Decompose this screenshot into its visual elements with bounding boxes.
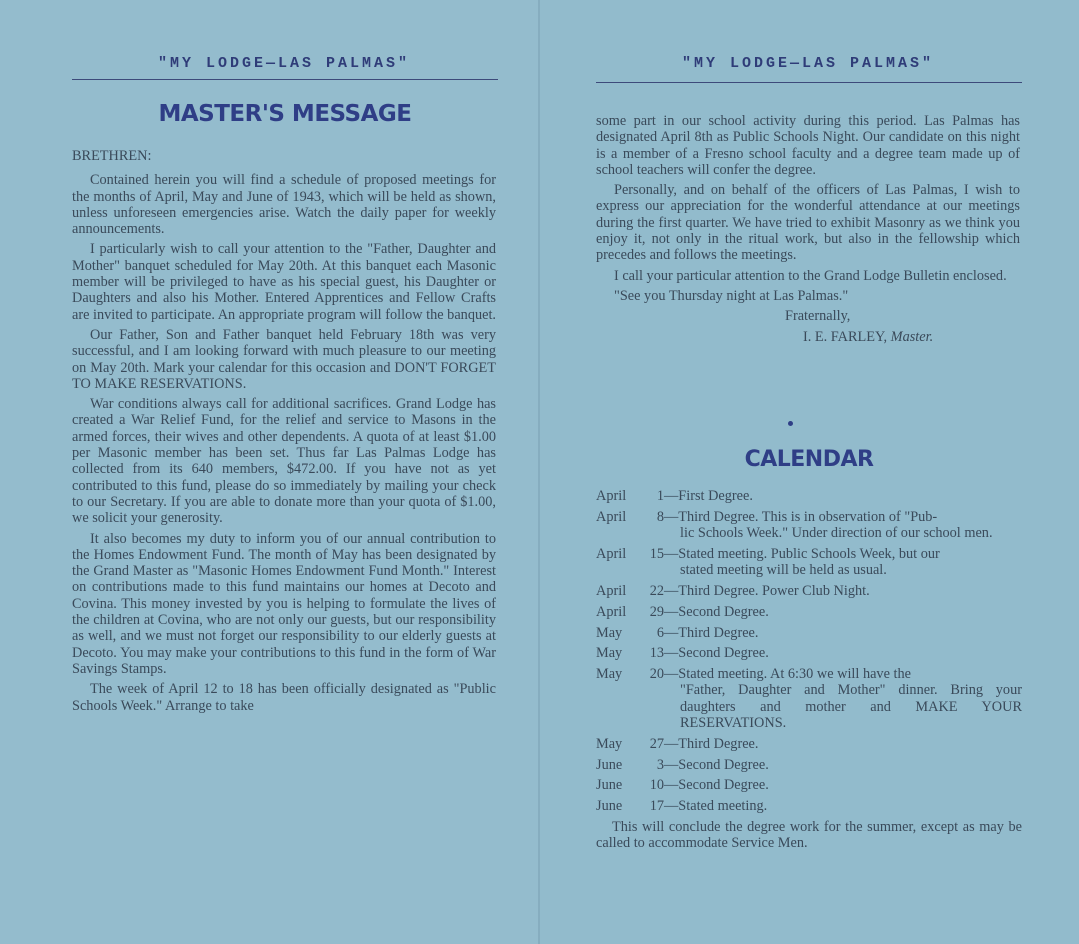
calendar-day: 13 bbox=[649, 645, 664, 662]
left-header-rule bbox=[72, 79, 498, 80]
calendar-month: April bbox=[596, 603, 627, 620]
calendar-description: —Stated meeting. bbox=[664, 798, 768, 815]
calendar-day: 27 bbox=[649, 735, 664, 752]
right-page bbox=[540, 0, 1079, 944]
calendar-description: —Stated meeting. At 6:30 we will have the "Father, Daughter and Mother" dinner. Bring your daughters and mother and MAKE YOUR RESERVATIONS. bbox=[664, 666, 1022, 732]
calendar-list bbox=[596, 488, 1022, 856]
message-paragraph: The week of April 12 to 18 has been officially designated as "Public Schools Week." Arrange to take bbox=[72, 681, 496, 714]
message-paragraph: Our Father, Son and Father banquet held February 18th was very successful, and I am looking forward with much pleasure to our meeting on May 20th. Mark your calendar for this occasion and DON'T FORGET TO MAKE RESERVATIONS. bbox=[72, 326, 496, 392]
message-paragraph: It also becomes my duty to inform you of our annual contribution to the Homes Endowment Fund. The month of May has been designated by the Grand Master as "Masonic Homes Endowment Fund Month." Interest on contributions made to this fund maintains our homes at Decoto and Covina. This money invested by you is helping to formulate the lives of the children at Covina, who are not only our guests, but our responsibility as well, and we must not forget our responsibility to our elderly guests at Decoto. You may make your contributions to this fund in the form of War Savings Stamps. bbox=[72, 530, 496, 677]
message-paragraph: War conditions always call for additional sacrifices. Grand Lodge has created a War Relief Fund, for the relief and service to Masons in the armed forces, their wives and other dependents. A quota of at least $1.00 per Masonic member has been set. Thus far Las Palmas Lodge has collected from its 640 members, $472.00. If you have not as yet contributed to this fund, please do so immediately by mailing your check to our Secretary. If you are able to donate more than your quota of $1.00, we solicit your generosity. bbox=[72, 396, 496, 527]
calendar-entry bbox=[596, 666, 1022, 731]
calendar-entry bbox=[596, 757, 1022, 773]
signature-name: I. E. FARLEY, bbox=[803, 328, 888, 345]
calendar-description: —Stated meeting. Public Schools Week, but our stated meeting will be held as usual. bbox=[664, 545, 940, 579]
calendar-day: 8 bbox=[656, 508, 664, 525]
calendar-entry bbox=[596, 509, 1022, 542]
continued-paragraph: some part in our school activity during this period. Las Palmas has designated April 8th as Public Schools Night. Our candidate on this night is a member of a Fresno school faculty and a degree team made up of school teachers will confer the degree. bbox=[596, 113, 1020, 178]
right-page-header: "MY LODGE—LAS PALMAS" bbox=[681, 55, 935, 72]
message-paragraph: Contained herein you will find a schedule of proposed meetings for the months of April, May and June of 1943, which will be held as shown, unless unforeseen emergencies arise. Watch the daily paper for weekly announcements. bbox=[72, 172, 496, 238]
calendar-footer: This will conclude the degree work for the summer, except as may be called to accommodate Service Men. bbox=[596, 819, 1022, 852]
calendar-description: —Third Degree. This is in observation of "Pub- lic Schools Week." Under direction of our school men. bbox=[664, 508, 993, 542]
signature bbox=[596, 329, 1020, 345]
calendar-description: —Third Degree. bbox=[664, 624, 759, 641]
calendar-month: May bbox=[596, 645, 623, 662]
calendar-day: 1 bbox=[656, 488, 664, 504]
masters-message-title: MASTER'S MESSAGE bbox=[158, 101, 412, 127]
right-header-rule bbox=[596, 82, 1022, 83]
calendar-entry bbox=[596, 625, 1022, 641]
message-paragraph: I call your particular attention to the Grand Lodge Bulletin enclosed. bbox=[614, 267, 1007, 284]
bullet-dot-ornament bbox=[788, 421, 793, 426]
calendar-month: May bbox=[596, 735, 623, 752]
calendar-month: June bbox=[596, 756, 623, 773]
calendar-entry bbox=[596, 583, 1022, 599]
calendar-month: April bbox=[596, 488, 627, 504]
calendar-day: 15 bbox=[649, 545, 664, 562]
calendar-description: —Third Degree. bbox=[664, 735, 759, 752]
calendar-month: May bbox=[596, 624, 623, 641]
calendar-month: June bbox=[596, 777, 623, 794]
calendar-description: —Second Degree. bbox=[664, 756, 769, 773]
signature-title: Master. bbox=[890, 328, 934, 345]
left-page-header: "MY LODGE—LAS PALMAS" bbox=[157, 55, 411, 72]
calendar-entry bbox=[596, 546, 1022, 579]
calendar-month: May bbox=[596, 666, 623, 683]
calendar-month: April bbox=[596, 545, 627, 562]
calendar-day: 22 bbox=[649, 582, 664, 599]
calendar-day: 6 bbox=[656, 624, 664, 641]
closing: Fraternally, bbox=[785, 308, 851, 325]
message-paragraph: I particularly wish to call your attention to the "Father, Daughter and Mother" banquet scheduled for May 20th. At this banquet each Masonic member will be privileged to have as his special guest, his Daughter or Daughters and also his Mother. Entered Apprentices and Fellow Crafts are invited to participate. An appropriate program will follow the banquet. bbox=[72, 241, 497, 323]
calendar-description: —Third Degree. Power Club Night. bbox=[664, 582, 870, 599]
calendar-month: April bbox=[596, 508, 627, 525]
calendar-description: —Second Degree. bbox=[664, 777, 769, 794]
calendar-description: —First Degree. bbox=[664, 488, 753, 504]
calendar-day: 29 bbox=[649, 603, 664, 620]
calendar-title: CALENDAR bbox=[744, 447, 874, 472]
calendar-day: 10 bbox=[649, 777, 664, 794]
calendar-entry bbox=[596, 777, 1022, 793]
salutation: BRETHREN: bbox=[72, 148, 152, 164]
message-paragraph: "See you Thursday night at Las Palmas." bbox=[614, 287, 849, 304]
left-page bbox=[0, 0, 539, 944]
calendar-entry bbox=[596, 798, 1022, 814]
calendar-day: 17 bbox=[649, 798, 664, 815]
message-continuation bbox=[596, 113, 1020, 345]
calendar-month: June bbox=[596, 798, 623, 815]
calendar-day: 20 bbox=[649, 666, 664, 683]
calendar-entry bbox=[596, 488, 1022, 504]
calendar-day: 3 bbox=[656, 756, 664, 773]
message-paragraph: Personally, and on behalf of the officers of Las Palmas, I wish to express our appreciation for the wonderful attendance at our meetings during the first quarter. We have tried to exhibit Masonry as we think you enjoy it, not only in the ritual work, but also in the fellowship which precedes and follows the meetings. bbox=[596, 182, 1020, 264]
calendar-entry bbox=[596, 736, 1022, 752]
calendar-description: —Second Degree. bbox=[664, 645, 769, 662]
calendar-entry bbox=[596, 604, 1022, 620]
calendar-description: —Second Degree. bbox=[664, 603, 769, 620]
masters-message-body bbox=[72, 148, 496, 718]
calendar-month: April bbox=[596, 582, 627, 599]
calendar-entry bbox=[596, 645, 1022, 661]
